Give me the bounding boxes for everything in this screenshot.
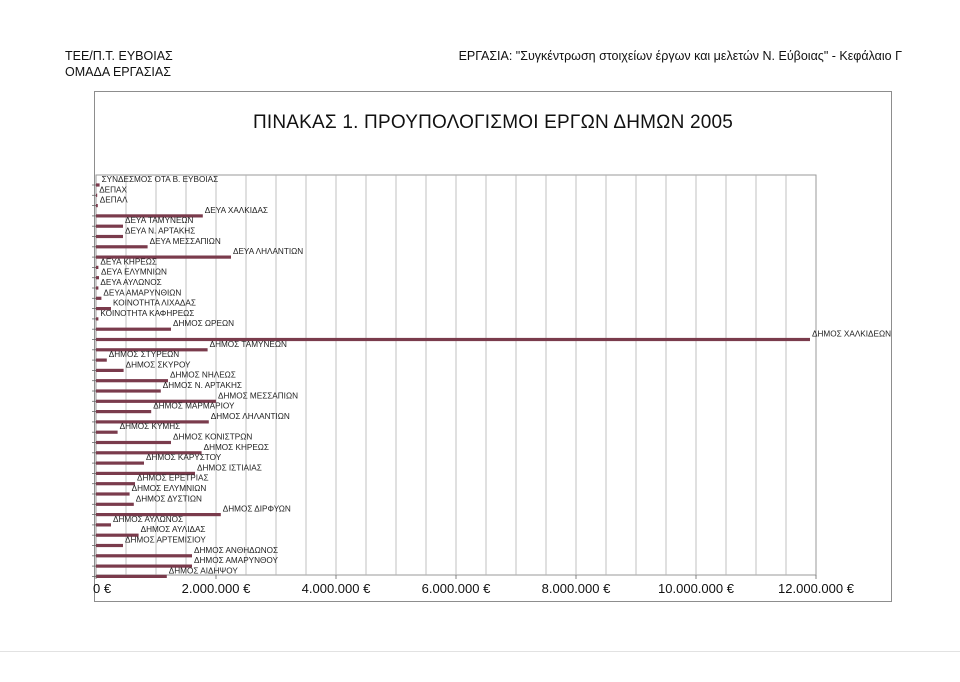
bar-label: ΔΗΜΟΣ ΑΙΔΗΨΟΥ xyxy=(168,566,238,576)
bar-label: ΔΗΜΟΣ ΚΟΝΙΣΤΡΩΝ xyxy=(173,432,253,442)
bar-label: ΔΗΜΟΣ ΕΡΕΤΡΙΑΣ xyxy=(137,473,209,483)
bar-label: ΔΗΜΟΣ ΚΗΡΕΩΣ xyxy=(203,442,269,452)
bar-label: ΔΗΜΟΣ ΝΗΛΕΩΣ xyxy=(170,370,236,380)
bar xyxy=(96,286,98,289)
bar-label: ΔΕΥΑ ΜΕΣΣΑΠΙΩΝ xyxy=(149,236,221,246)
bar xyxy=(96,245,148,248)
bar-label: ΔΗΜΟΣ ΚΑΡΥΣΤΟΥ xyxy=(146,453,222,463)
bar-label: ΔΕΥΑ ΤΑΜΥΝΕΩΝ xyxy=(125,216,194,226)
bar-label: ΔΗΜΟΣ ΔΙΡΦΥΩΝ xyxy=(222,504,291,514)
bar-label: ΔΗΜΟΣ ΑΝΘΗΔΩΝΟΣ xyxy=(194,545,279,555)
bar xyxy=(96,328,171,331)
x-tick-label: 4.000.000 € xyxy=(301,581,371,596)
bar-label: ΔΕΥΑ Ν. ΑΡΤΑΚΗΣ xyxy=(125,226,196,236)
bar-label: ΔΗΜΟΣ ΣΚΥΡΟΥ xyxy=(125,360,191,370)
bar xyxy=(96,235,123,238)
bar xyxy=(96,389,161,392)
bar-label: ΔΗΜΟΣ ΑΡΤΕΜΙΣΙΟΥ xyxy=(125,535,206,545)
bar xyxy=(96,462,144,465)
bar xyxy=(96,204,98,207)
bar-label: ΔΗΜΟΣ ΜΕΣΣΑΠΙΩΝ xyxy=(218,391,298,401)
bar xyxy=(96,410,151,413)
page-bottom-rule xyxy=(0,651,960,652)
bar xyxy=(96,266,98,269)
bar-label: ΔΕΥΑ ΕΛΥΜΝΙΩΝ xyxy=(101,267,167,277)
bar xyxy=(96,492,130,495)
bar-label: ΚΟΙΝΟΤΗΤΑ ΛΙΧΑΔΑΣ xyxy=(113,298,196,308)
bar-label: ΚΟΙΝΟΤΗΤΑ ΚΑΦΗΡΕΩΣ xyxy=(100,308,195,318)
bar-label: ΔΕΥΑ ΑΥΛΩΝΟΣ xyxy=(100,278,162,287)
bar xyxy=(96,379,168,382)
bar-label: ΔΗΜΟΣ ΜΑΡΜΑΡΙΟΥ xyxy=(153,401,235,411)
bar-label: ΔΕΥΑ ΧΑΛΚΙΔΑΣ xyxy=(204,205,268,215)
bar xyxy=(96,369,124,372)
bar-label: ΔΗΜΟΣ ΑΜΑΡΥΝΘΟΥ xyxy=(194,556,278,566)
bar xyxy=(96,297,101,300)
bar-label: ΔΗΜΟΣ ΙΣΤΙΑΙΑΣ xyxy=(197,463,262,473)
x-tick-label: 2.000.000 € xyxy=(181,581,251,596)
bar-label: ΔΕΥΑ ΚΗΡΕΩΣ xyxy=(100,257,157,267)
bar xyxy=(96,194,97,197)
x-tick-label: 8.000.000 € xyxy=(541,581,611,596)
x-tick-label: 12.000.000 € xyxy=(778,581,854,596)
bar xyxy=(96,359,107,362)
header-project: ΕΡΓΑΣΙΑ: "Συγκέντρωση στοιχείων έργων και μελετών Ν. Εύβοιας" - Κεφάλαιο Γ xyxy=(458,49,902,63)
bar xyxy=(96,554,192,557)
bar xyxy=(96,523,111,526)
bar xyxy=(96,503,134,506)
bar xyxy=(96,544,123,547)
chart-title: ΠΙΝΑΚΑΣ 1. ΠΡΟΥΠΟΛΟΓΙΣΜΟΙ ΕΡΓΩΝ ΔΗΜΩΝ 2005 xyxy=(252,112,734,133)
bar xyxy=(96,575,167,578)
bar-label: ΔΗΜΟΣ ΑΥΛΙΔΑΣ xyxy=(140,525,206,535)
x-tick-label: 0 € xyxy=(93,581,112,596)
bar-label: ΔΗΜΟΣ ΣΤΥΡΕΩΝ xyxy=(108,350,180,360)
bar-label: ΔΗΜΟΣ ΧΑΛΚΙΔΕΩΝ xyxy=(812,329,891,339)
bar xyxy=(96,338,810,341)
bar xyxy=(96,441,171,444)
bar-label: ΣΥΝΔΕΣΜΟΣ ΟΤΑ Β. ΕΥΒΟΙΑΣ xyxy=(101,175,219,184)
bar-label: ΔΕΥΑ ΛΗΛΑΝΤΙΩΝ xyxy=(233,247,304,257)
header-org: ΤΕΕ/Π.Τ. ΕΥΒΟΙΑΣ xyxy=(65,49,173,63)
bar-label: ΔΕΠΑΧ xyxy=(99,185,127,195)
header-team: ΟΜΑΔΑ ΕΡΓΑΣΙΑΣ xyxy=(65,65,171,79)
bar-label: ΔΗΜΟΣ ΤΑΜΥΝΕΩΝ xyxy=(209,339,287,349)
bar-label: ΔΕΥΑ ΑΜΑΡΥΝΘΙΩΝ xyxy=(103,288,182,298)
bar-label: ΔΗΜΟΣ ΔΥΣΤΙΩΝ xyxy=(135,494,202,504)
bar-label: ΔΗΜΟΣ ΛΗΛΑΝΤΙΩΝ xyxy=(210,411,290,421)
bar-label: ΔΕΠΑΛ xyxy=(99,195,128,205)
bar xyxy=(96,431,118,434)
x-tick-label: 6.000.000 € xyxy=(421,581,491,596)
bar xyxy=(96,276,99,279)
bar-label: ΔΗΜΟΣ ΚΥΜΗΣ xyxy=(119,422,181,432)
x-tick-label: 10.000.000 € xyxy=(658,581,734,596)
bar xyxy=(96,317,98,320)
bar-label: ΔΗΜΟΣ ΑΥΛΩΝΟΣ xyxy=(113,514,184,524)
bar xyxy=(96,225,123,228)
bar-label: ΔΗΜΟΣ ΕΛΥΜΝΙΩΝ xyxy=(131,484,207,493)
bar xyxy=(96,482,135,485)
bar-label: ΔΗΜΟΣ ΩΡΕΩΝ xyxy=(173,319,234,329)
bar-label: ΔΗΜΟΣ Ν. ΑΡΤΑΚΗΣ xyxy=(162,381,242,390)
